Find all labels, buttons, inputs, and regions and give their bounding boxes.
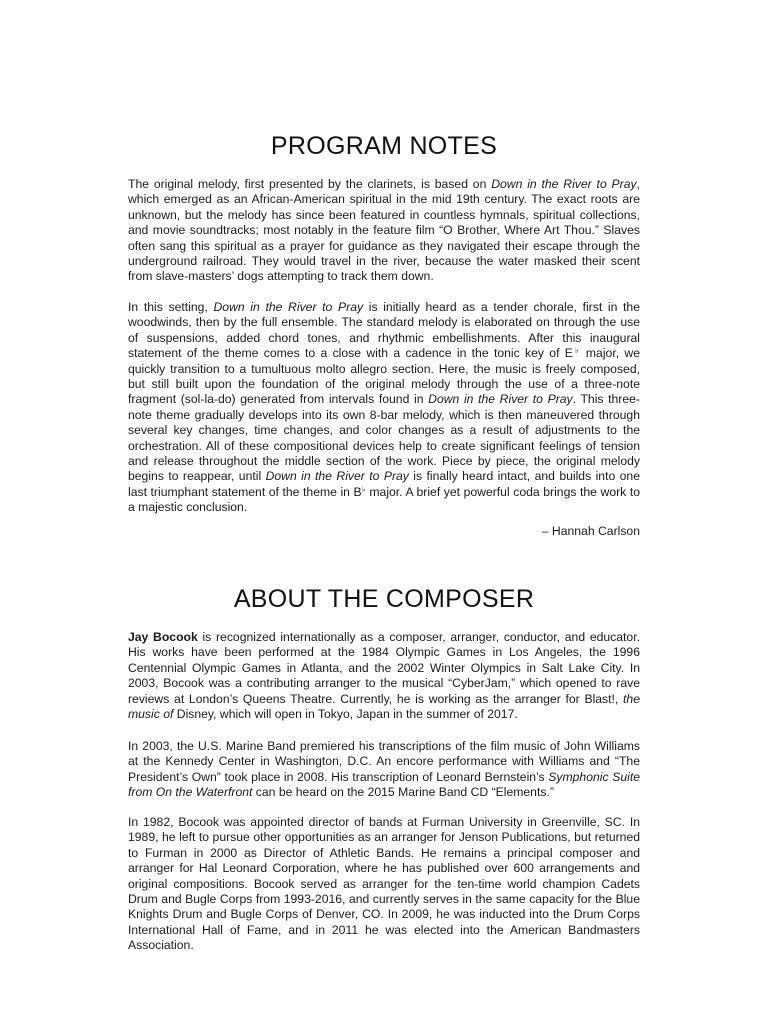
text-run: . This three-note theme gradually develops into its own 8-bar melody, which is then maneuvered through several key changes, time changes, and color changes as a result of adjustments to the orchestration. All of these compositional devices help to create significant feelings of tension and release throughout the middle section of the work. Piece by piece, the original melody begins to reappear, until [128, 392, 640, 484]
program-notes-heading: PROGRAM NOTES [270, 132, 498, 160]
text-run: The original melody, first presented by the clarinets, is based on [128, 177, 492, 191]
italic-title: Symphonic Suite from On the Waterfront [128, 769, 640, 800]
about-composer-paragraph-3: In 1982, Bocook was appointed director of bands at Furman University in Greenville, SC. In 1989, he left to pursue other opportunities as an arranger for Jenson Publications, but returned to Furman in 2000 as Director of Athletic Bands. He remains a principal composer and arranger for Hal Leonard Corporation, where he has published over 600 arrangements and original compositions. Bocook served as arranger for the ten-time world champion Cadets Drum and Bugle Corps from 1993-2016, and currently serves in the same capacity for the Blue Knights Drum and Bugle Corps of Denver, CO. In 2009, he was inducted into the Drum Corps International Hall of Fame, and in 2011 he was elected into the American Bandmasters Association. [128, 815, 640, 953]
composer-name: Jay Bocook [128, 630, 198, 644]
italic-text: the music of [128, 691, 640, 722]
program-notes-paragraph-2 [128, 300, 640, 516]
about-composer-heading: ABOUT THE COMPOSER [233, 585, 535, 613]
about-composer-paragraph-1 [128, 630, 640, 722]
text-run: major, we quickly transition to a tumultuous molto allegro section. Here, the music is freely composed, but still built upon the foundation of the original melody through the use of a three-note fragment (sol-la-do) generated from intervals found in [128, 346, 640, 407]
flat-symbol: ♭ [572, 346, 581, 356]
italic-title: Down in the River to Pray [428, 392, 573, 407]
program-notes-paragraph-1 [128, 177, 640, 285]
text-run: In this setting, [128, 300, 214, 314]
text-run: Disney, which will open in Tokyo, Japan in the summer of 2017. [173, 707, 518, 722]
flat-symbol: ♭ [361, 484, 366, 494]
italic-title: Down in the River to Pray [265, 469, 409, 484]
text-run: can be heard on the 2015 Marine Band CD “Elements.” [252, 785, 554, 800]
about-composer-paragraph-2 [128, 739, 640, 801]
italic-title: Down in the River to Pray [213, 300, 364, 314]
text-run: is finally heard intact, and builds into one last triumphant statement of the theme in B [128, 469, 640, 499]
text-run: In 2003, the U.S. Marine Band premiered his transcriptions of the film music of John Williams at the Kennedy Center in Washington, D.C. An encore performance with Williams and “The President’s Own” took place in 2008. His transcription of Leonard Bernstein’s [128, 739, 640, 784]
text-run: is initially heard as a tender chorale, first in the woodwinds, then by the full ensemble. The standard melody is elaborated on through the use of suspensions, added chord tones, and rhythmic embellishments. After this inaugural statement of the theme comes to a close with a cadence in the tonic key of E [128, 300, 640, 361]
text-run: , which emerged as an African-American spiritual in the mid 19th century. The exact roots are unknown, but the melody has since been featured in countless hymnals, spiritual collections, and movie soundtracks; most notably in the feature film “O Brother, Where Art Thou.” Slaves often sang this spiritual as a prayer for guidance as they navigated their escape through the underground railroad. They would travel in the river, because the water masked their scent from slave-masters’ dogs attempting to track them down. [128, 177, 641, 284]
text-run: major. A brief yet powerful coda brings the work to a majestic conclusion. [128, 484, 640, 515]
author-signature: – Hannah Carlson [541, 524, 640, 538]
italic-title: Down in the River to Pray [491, 177, 637, 191]
text-run: is recognized internationally as a composer, arranger, conductor, and educator. His works have been performed at the 1984 Olympic Games in Los Angeles, the 1996 Centennial Olympic Games in Atlanta, and the 2002 Winter Olympics in Salt Lake City. In 2003, Bocook was a contributing arranger to the musical “CyberJam,” which opened to rave reviews at London’s Queens Theatre. Currently, he is working as the arranger for Blast!, [128, 630, 640, 706]
